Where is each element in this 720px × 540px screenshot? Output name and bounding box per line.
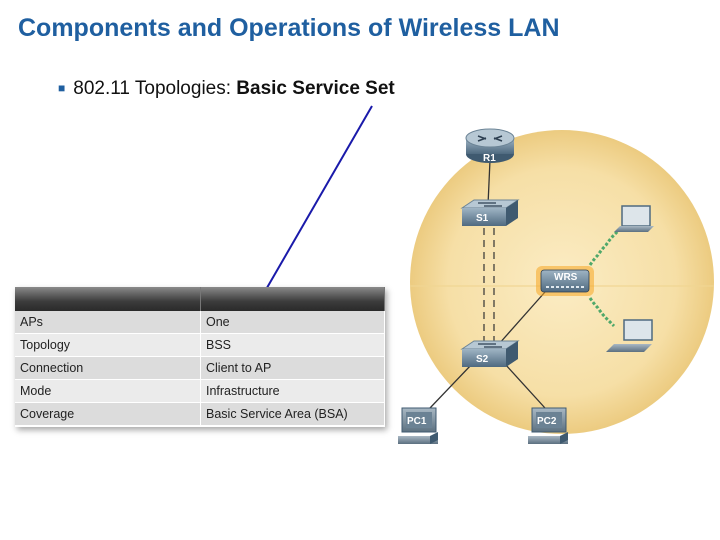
- slide-title: Components and Operations of Wireless LAN: [18, 14, 560, 42]
- bss-table: [15, 287, 385, 426]
- table-row: [15, 334, 385, 357]
- table-cell-value: Infrastructure: [201, 380, 385, 403]
- switch-s1: [462, 200, 518, 226]
- table-header-cell: [201, 287, 385, 311]
- label-pc1: PC1: [407, 416, 427, 427]
- table-row: [15, 380, 385, 403]
- table-cell-property: Topology: [15, 334, 201, 357]
- label-s2: S2: [476, 354, 489, 365]
- table-cell-property: Connection: [15, 357, 201, 380]
- table-cell-property: APs: [15, 311, 201, 334]
- table-cell-value: Basic Service Area (BSA): [201, 403, 385, 426]
- table-row: [15, 403, 385, 426]
- bss-properties-table: [15, 287, 385, 427]
- label-r1: R1: [483, 153, 496, 164]
- wireless-router-wrs: [536, 266, 594, 296]
- table-header-row: [15, 287, 385, 311]
- router-r1: [466, 129, 514, 164]
- bullet-square-icon: ■: [58, 81, 66, 95]
- table-row: [15, 357, 385, 380]
- table-cell-value: One: [201, 311, 385, 334]
- label-pc2: PC2: [537, 416, 557, 427]
- table-row: [15, 311, 385, 334]
- table-header-cell: [15, 287, 201, 311]
- bullet-emphasis: Basic Service Set: [236, 78, 395, 99]
- switch-s2: [462, 341, 518, 367]
- table-cell-value: BSS: [201, 334, 385, 357]
- pc-pc2: [528, 408, 568, 444]
- table-cell-property: Mode: [15, 380, 201, 403]
- bullet-prefix: 802.11 Topologies:: [73, 78, 237, 99]
- table-cell-property: Coverage: [15, 403, 201, 426]
- table-cell-value: Client to AP: [201, 357, 385, 380]
- label-wrs: WRS: [554, 272, 578, 283]
- pc-pc1: [398, 408, 438, 444]
- label-s1: S1: [476, 213, 489, 224]
